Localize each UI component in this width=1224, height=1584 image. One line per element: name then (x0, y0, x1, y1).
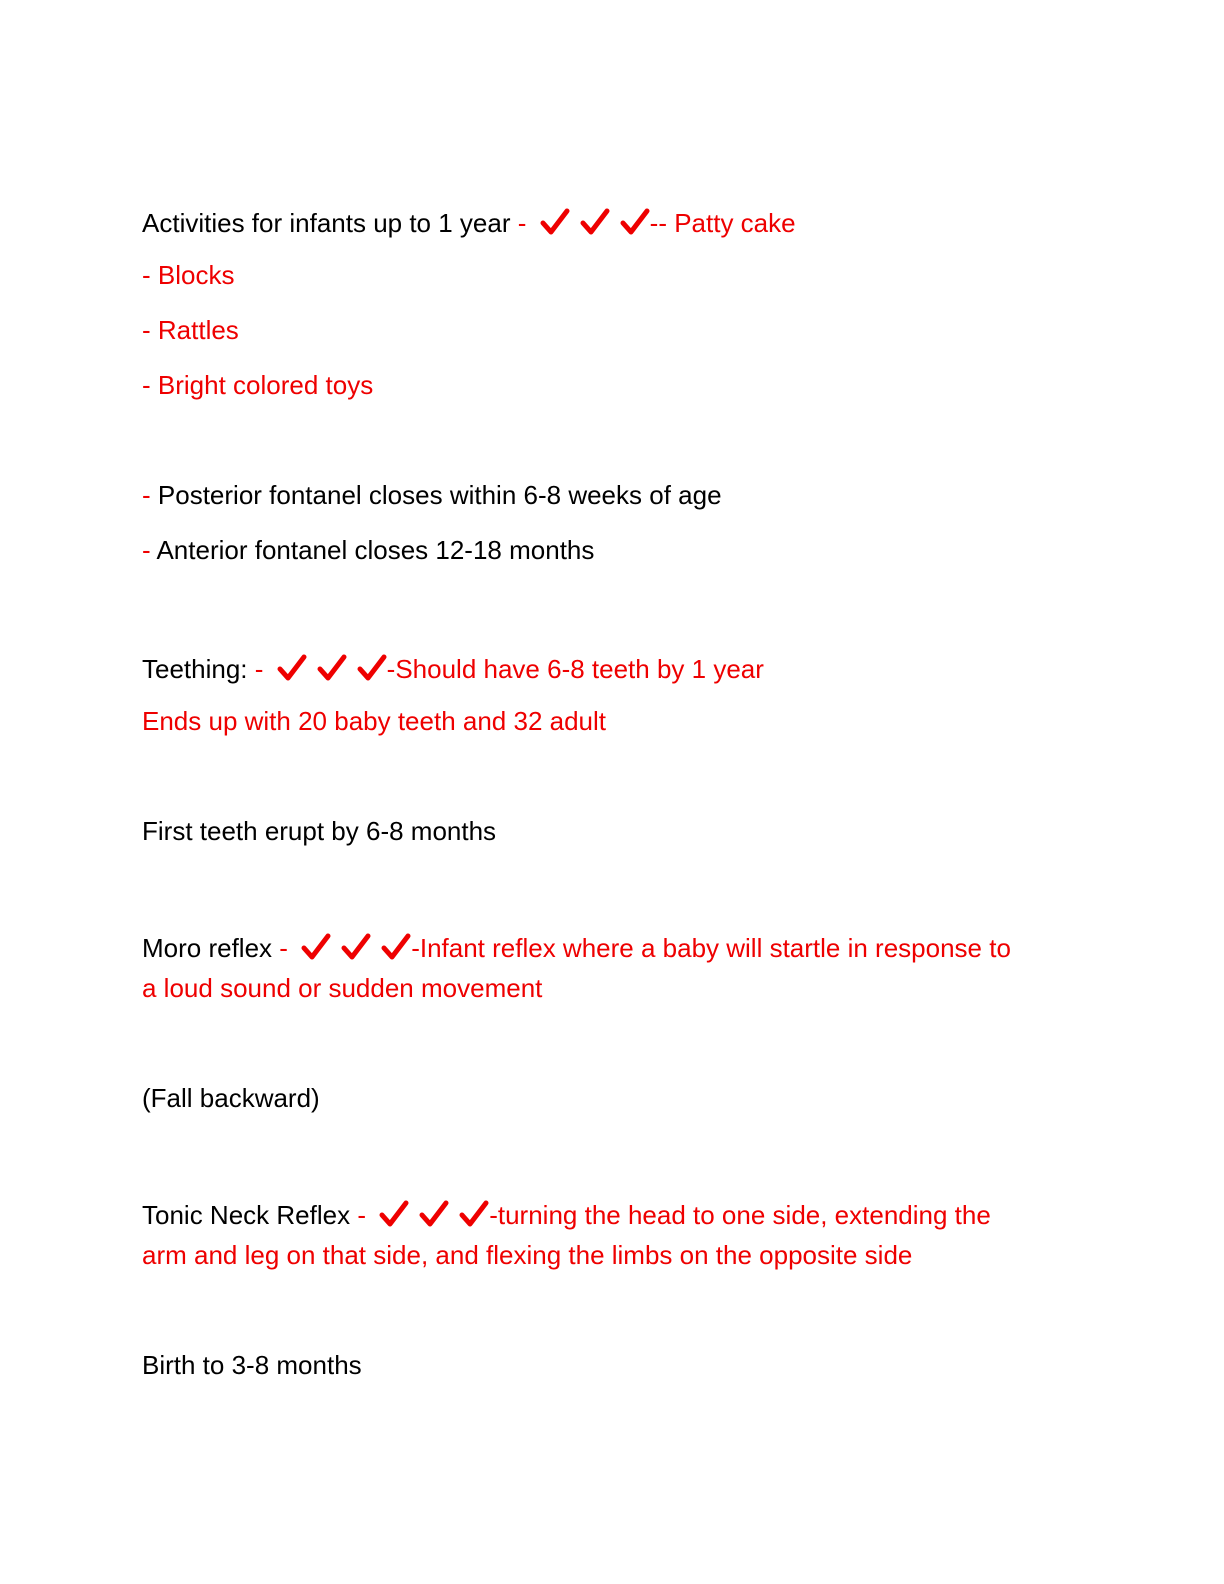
activities-separator: - (517, 208, 527, 238)
tonic-neck-reflex-line (142, 1200, 991, 1230)
check-mark-icon (379, 1200, 409, 1228)
posterior-fontanel-text: Posterior fontanel closes within 6-8 weeks of age (150, 480, 722, 510)
check-mark-icon (357, 654, 387, 682)
bullet-dash: - (142, 480, 151, 510)
first-teeth-line: First teeth erupt by 6-8 months (142, 816, 497, 846)
teething-check-group (277, 654, 397, 684)
moro-reflex-line (142, 933, 1011, 963)
moro-answer-line-1: -Infant reflex where a baby will startle in response to (411, 933, 1011, 963)
check-mark-icon (620, 208, 650, 236)
teething-ends: Ends up with 20 baby teeth and 32 adult (142, 706, 607, 736)
activities-line (142, 208, 796, 238)
teething-label: Teething: (142, 654, 248, 684)
item-rattles: - Rattles (142, 315, 239, 345)
tonic-answer-line-2: arm and leg on that side, and flexing the limbs on the opposite side (142, 1240, 913, 1270)
moro-reflex-label: Moro reflex (142, 933, 273, 963)
activities-label: Activities for infants up to 1 year (142, 208, 511, 238)
posterior-fontanel-line (142, 480, 722, 510)
tonic-separator: - (357, 1200, 366, 1230)
check-mark-icon (580, 208, 610, 236)
teething-line (142, 654, 764, 684)
teething-answer: -Should have 6-8 teeth by 1 year (386, 654, 764, 684)
check-mark-icon (459, 1200, 489, 1228)
check-mark-icon (277, 654, 307, 682)
moro-answer-line-2: a loud sound or sudden movement (142, 973, 543, 1003)
check-mark-icon (381, 933, 411, 961)
tonic-neck-label: Tonic Neck Reflex (142, 1200, 351, 1230)
check-mark-icon (317, 654, 347, 682)
tonic-check-group (379, 1200, 499, 1230)
bullet-dash: - (142, 535, 151, 565)
item-bright-toys: - Bright colored toys (142, 370, 374, 400)
moro-check-group (301, 933, 421, 963)
activities-answer: -- Patty cake (649, 208, 796, 238)
activities-check-group (540, 208, 660, 238)
anterior-fontanel-line (142, 535, 594, 565)
moro-separator: - (279, 933, 288, 963)
check-mark-icon (419, 1200, 449, 1228)
teething-separator: - (254, 654, 264, 684)
anterior-fontanel-text: Anterior fontanel closes 12-18 months (150, 535, 595, 565)
check-mark-icon (341, 933, 371, 961)
check-mark-icon (540, 208, 570, 236)
item-blocks: - Blocks (142, 260, 235, 290)
tonic-answer-line-1: -turning the head to one side, extending the (489, 1200, 991, 1230)
fall-backward-line: (Fall backward) (142, 1083, 320, 1113)
check-mark-icon (301, 933, 331, 961)
birth-range-line: Birth to 3-8 months (142, 1350, 362, 1380)
